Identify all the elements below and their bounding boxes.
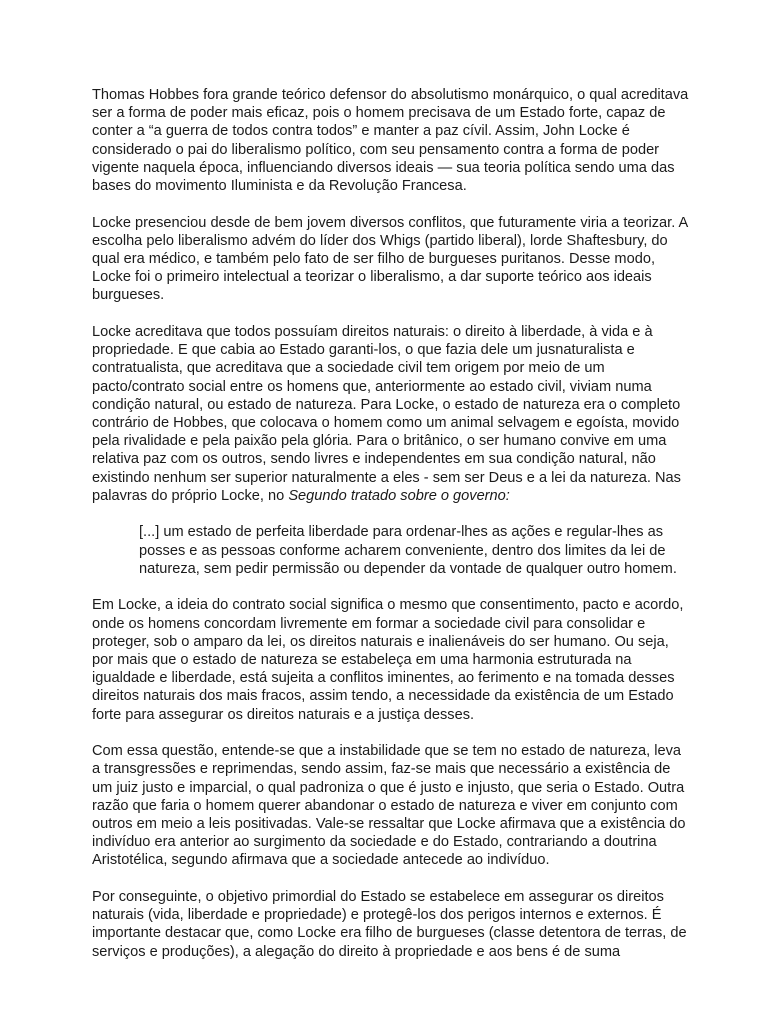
text-line: igualdade e liberdade, está sujeita a conflitos iminentes, ao ferimento e na tomada desses (92, 670, 675, 687)
text-line: um juiz justo e imparcial, o qual padroniza o que é justo e injusto, que seria o Estado. Outra (92, 779, 685, 796)
text-line: por mais que o estado de natureza se estabeleça em uma harmonia estruturada na (92, 652, 632, 669)
text-line: Thomas Hobbes fora grande teórico defensor do absolutismo monárquico, o qual acreditava (92, 87, 689, 103)
text-line: a transgressões e reprimendas, sendo assim, faz-se mais que necessário a existência de (92, 761, 671, 778)
paragraph-hobbes-locke (92, 86, 689, 195)
quote-line: natureza, sem pedir permissão ou depender da vontade de qualquer outro homem. (139, 560, 677, 577)
text-line: ser a forma de poder mais eficaz, pois o homem precisava de um Estado forte, capaz de (92, 105, 666, 122)
text-line: razão que faria o homem querer abandonar o estado de natureza e viver em conjunto com (92, 797, 678, 814)
text-line: contratualista, que acreditava que a sociedade civil tem origem por meio de um (92, 360, 605, 377)
paragraph-natural-rights (92, 323, 682, 505)
book-title-italic: Segundo tratado sobre o governo: (288, 487, 510, 504)
text-line: Em Locke, a ideia do contrato social significa o mesmo que consentimento, pacto e acordo, (92, 597, 684, 614)
text-line: Locke acreditava que todos possuíam direitos naturais: o direito à liberdade, à vida e à (92, 324, 653, 341)
text-line: qual era médico, e também pelo fato de ser filho de burgueses puritanos. Desse modo, (92, 251, 655, 268)
text-line: Com essa questão, entende-se que a instabilidade que se tem no estado de natureza, leva (92, 743, 682, 760)
text-line: condição natural, ou estado de natureza. Para Locke, o estado de natureza era o completo (92, 396, 681, 413)
text-line (92, 487, 682, 505)
text-line: pela rivalidade e pela paixão pela glória. Para o britânico, o ser humano convive em uma (92, 433, 667, 450)
text-line: Locke presenciou desde de bem jovem diversos conflitos, que futuramente viria a teorizar. A (92, 214, 689, 231)
paragraph-state-objective (92, 888, 687, 961)
text-line: burgueses. (92, 287, 165, 304)
quote-line: [...] um estado de perfeita liberdade para ordenar-lhes as ações e regular-lhes as (139, 524, 664, 541)
paragraph-locke-youth (92, 214, 689, 305)
document-page (92, 86, 689, 979)
text-line: serviços e produções), a alegação do direito à propriedade e aos bens é de suma (92, 943, 621, 960)
text-line: naturais (vida, liberdade e propriedade) e protegê-los dos perigos internos e externos. É (92, 907, 662, 924)
text-line: considerado o pai do liberalismo político, com seu pensamento contra a forma de poder (92, 141, 660, 158)
text-line: propriedade. E que cabia ao Estado garanti-los, o que fazia dele um jusnaturalista e (92, 342, 635, 359)
text-line: escolha pelo liberalismo advém do líder dos Whigs (partido liberal), lorde Shaftesbury, do (92, 232, 668, 249)
block-quote (139, 523, 682, 578)
text-line: bases do movimento Iluminista e da Revolução Francesa. (92, 178, 467, 195)
paragraph-social-contract (92, 596, 682, 723)
quote-line: posses e as pessoas conforme acharem conveniente, dentro dos limites da lei de (139, 542, 666, 559)
text-line: Por conseguinte, o objetivo primordial do Estado se estabelece em assegurar os direitos (92, 889, 664, 906)
text-line: relativa paz com os outros, sendo livres e independentes em sua condição natural, não (92, 451, 656, 468)
text-line: pacto/contrato social entre os homens que, anteriormente ao estado civil, viviam numa (92, 378, 652, 395)
text-line: Aristotélica, segundo afirmava que a sociedade antecede ao indivíduo. (92, 852, 550, 869)
text-line: existindo nenhum ser superior naturalmente a eles - sem ser Deus e a lei da natureza. Nas (92, 469, 681, 486)
text-line: Locke foi o primeiro intelectual a teorizar o liberalismo, a dar suporte teórico aos ideais (92, 269, 652, 286)
text-line: importante destacar que, como Locke era filho de burgueses (classe detentora de terras, de (92, 925, 687, 942)
text-line: indivíduo era anterior ao surgimento da sociedade e do Estado, contrariando a doutrina (92, 834, 657, 851)
text-line: forte para assegurar os direitos naturais e a justiça desses. (92, 706, 475, 723)
text-line: onde os homens concordam livremente em formar a sociedade civil para consolidar e (92, 615, 646, 632)
text-line: vigente naquela época, influenciando diversos ideais — sua teoria política sendo uma das (92, 159, 675, 176)
paragraph-instability (92, 742, 686, 869)
text-plain: palavras do próprio Locke, no (92, 487, 289, 504)
text-line: contrário de Hobbes, que colocava o homem como um animal selvagem e egoísta, movido (92, 415, 680, 432)
text-line: direitos naturais dos mais fracos, assim tendo, a necessidade da existência de um Estado (92, 688, 674, 705)
text-line: outros em meio a leis positivadas. Vale-se ressaltar que Locke afirmava que a existência do (92, 816, 686, 833)
text-line: conter a “a guerra de todos contra todos” e manter a paz cívil. Assim, John Locke é (92, 123, 630, 140)
text-line: proteger, sob o amparo da lei, os direitos naturais e inalienáveis do ser humano. Ou seja, (92, 633, 669, 650)
